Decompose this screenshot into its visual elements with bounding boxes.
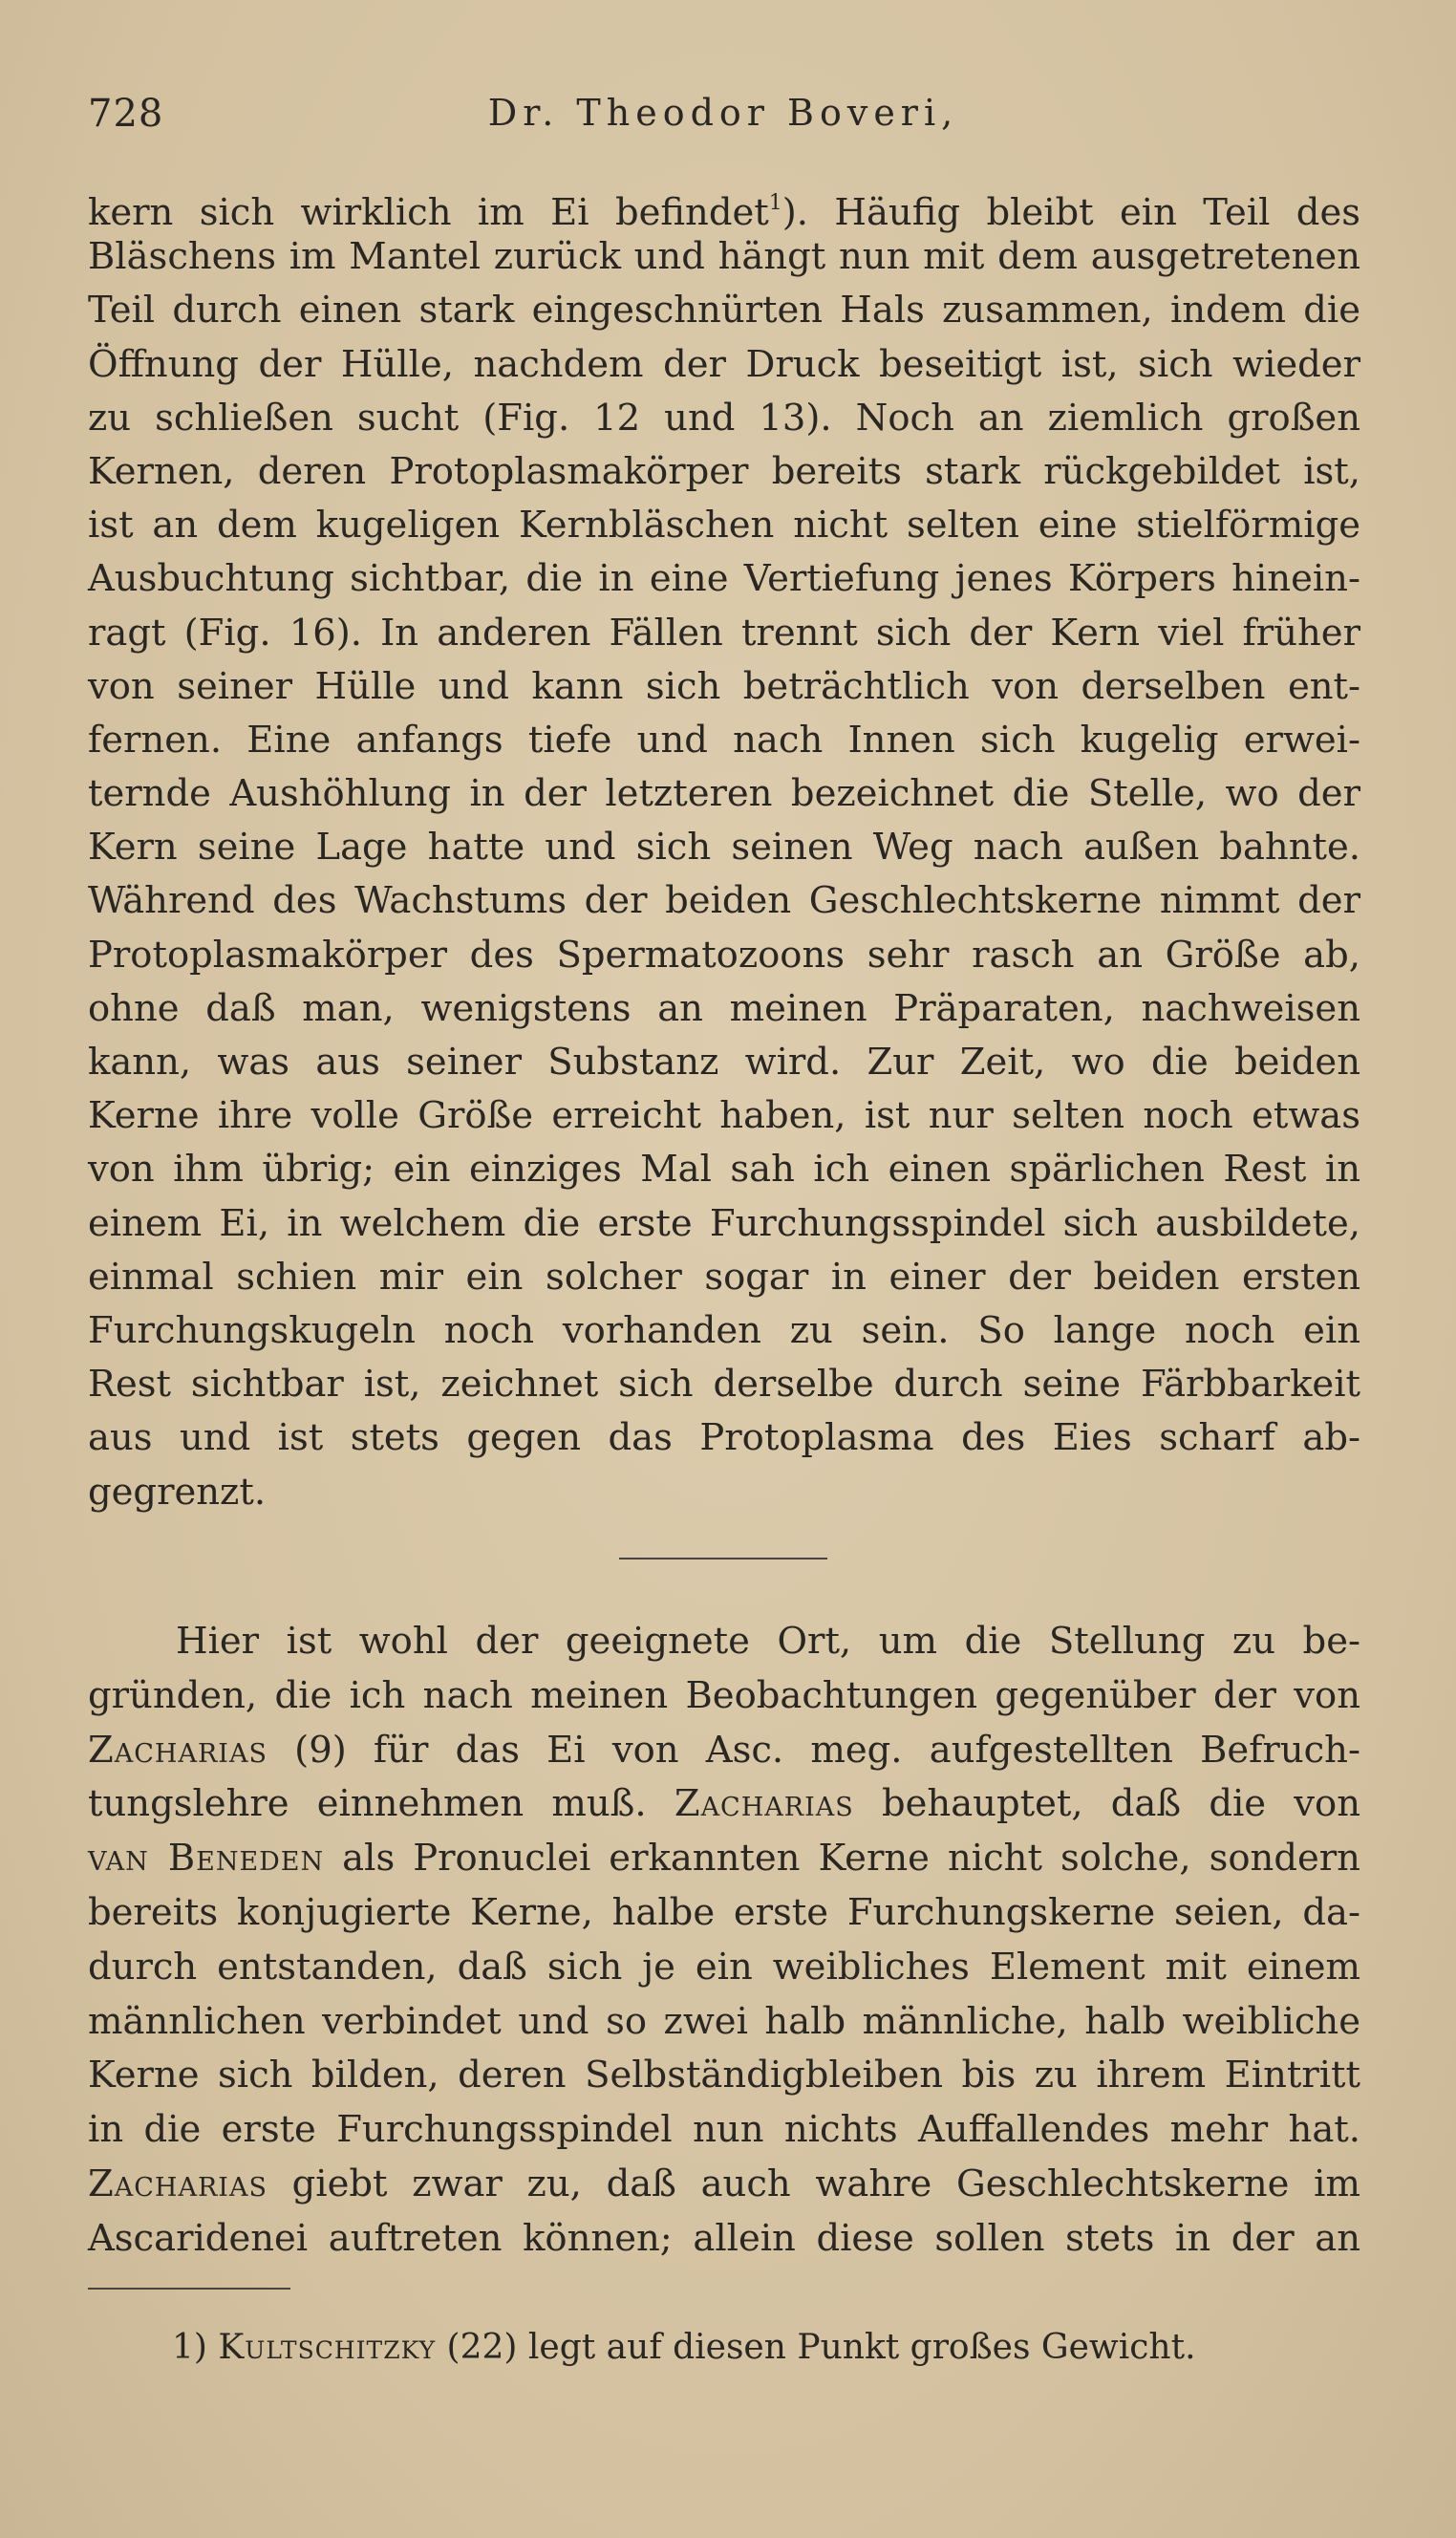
author-name: van Beneden [88, 1837, 325, 1881]
text-line [88, 1777, 1360, 1832]
text-line: Rest sichtbar ist, zeichnet sich derselbe durch seine Färbbarkeit [88, 1363, 1360, 1407]
page-number: 728 [88, 92, 164, 136]
text-line-end: ). Häufig bleibt ein Teil des [782, 191, 1360, 234]
text-segment: (9) für das Ei von Asc. meg. aufgestellten Befruch- [267, 1728, 1360, 1772]
text-line: zu schließen sucht (Fig. 12 und 13). Noch an ziemlich großen [88, 396, 1360, 440]
paragraph-1 [88, 177, 1360, 1519]
text-line: Während des Wachstums der beiden Geschlechtskerne nimmt der [88, 879, 1360, 923]
text-line: bereits konjugierte Kerne, halbe erste Furchungskerne seien, da- [88, 1890, 1360, 1934]
text-line: ragt (Fig. 16). In anderen Fällen trennt sich der Kern viel früher [88, 611, 1360, 655]
text-line [88, 177, 1360, 234]
text-segment: als Pronuclei erkannten Kerne nicht solche, sondern [324, 1837, 1360, 1881]
footnote-divider [88, 2288, 290, 2290]
text-line: Kerne sich bilden, deren Selbständigbleiben bis zu ihrem Eintritt [88, 2054, 1360, 2097]
author-name: Zacharias [88, 1728, 268, 1772]
text-line: einmal schien mir ein solcher sogar in einer der beiden ersten [88, 1255, 1360, 1299]
footnote-reference: 1 [768, 191, 782, 215]
text-line: Ausbuchtung sichtbar, die in eine Vertiefung jenes Körpers hinein- [88, 557, 1360, 601]
section-divider [619, 1558, 827, 1559]
text-line: ternde Aushöhlung in der letzteren bezeichnet die Stelle, wo der [88, 772, 1360, 816]
text-line: Öffnung der Hülle, nachdem der Druck beseitigt ist, sich wieder [88, 342, 1360, 386]
text-line: Protoplasmakörper des Spermatozoons sehr rasch an Größe ab, [88, 933, 1360, 977]
text-line [88, 1724, 1360, 1778]
text-line: kann, was aus seiner Substanz wird. Zur Zeit, wo die beiden [88, 1041, 1360, 1084]
text-line: Kerne ihre volle Größe erreicht haben, ist nur selten noch etwas [88, 1094, 1360, 1138]
text-line [88, 2158, 1360, 2212]
author-name: Kultschitzky [218, 2328, 437, 2367]
text-line-start: kern sich wirklich im Ei befindet [88, 191, 769, 234]
text-line: gründen, die ich nach meinen Beobachtungen gegenüber der von [88, 1673, 1360, 1717]
page-header [88, 92, 1359, 149]
text-line: in die erste Furchungsspindel nun nichts Auffallendes mehr hat. [88, 2108, 1360, 2152]
text-line: von seiner Hülle und kann sich beträchtlich von derselben ent- [88, 664, 1360, 708]
paragraph-2 [88, 1615, 1360, 2267]
footnote-marker: 1) [172, 2328, 207, 2367]
text-line: Kern seine Lage hatte und sich seinen Weg nach außen bahnte. [88, 826, 1360, 870]
text-line: Ascaridenei auftreten können; allein diese sollen stets in der an [88, 2216, 1360, 2260]
text-segment: giebt zwar zu, daß auch wahre Geschlechtskerne im [267, 2162, 1360, 2205]
text-segment: behauptet, daß die von [853, 1782, 1360, 1826]
text-line: ist an dem kugeligen Kernbläschen nicht selten eine stielförmige [88, 504, 1360, 548]
running-head: Dr. Theodor Boveri, [487, 92, 959, 134]
text-line: durch entstanden, daß sich je ein weibliches Element mit einem [88, 1945, 1360, 1989]
text-line: Teil durch einen stark eingeschnürten Hals zusammen, indem die [88, 289, 1360, 333]
text-line: einem Ei, in welchem die erste Furchungsspindel sich ausbildete, [88, 1201, 1360, 1245]
text-line: männlichen verbindet und so zwei halb männliche, halb weibliche [88, 1999, 1360, 2043]
text-line: von ihm übrig; ein einziges Mal sah ich einen spärlichen Rest in [88, 1148, 1360, 1192]
text-line: Bläschens im Mantel zurück und hängt nun mit dem ausgetretenen [88, 235, 1360, 279]
text-line: Hier ist wohl der geeignete Ort, um die Stellung zu be- [176, 1620, 1360, 1663]
text-line: gegrenzt. [88, 1470, 267, 1514]
text-line: ohne daß man, wenigstens an meinen Präparaten, nachweisen [88, 986, 1360, 1030]
text-line: Kernen, deren Protoplasmakörper bereits stark rückgebildet ist, [88, 449, 1360, 493]
footnote [172, 2324, 1357, 2372]
author-name: Zacharias [88, 2162, 268, 2205]
text-line: aus und ist stets gegen das Protoplasma des Eies scharf ab- [88, 1416, 1360, 1460]
author-name: Zacharias [674, 1782, 854, 1826]
text-line: Furchungskugeln noch vorhanden zu sein. So lange noch ein [88, 1308, 1360, 1352]
text-line [88, 1832, 1360, 1886]
footnote-text: (22) legt auf diesen Punkt großes Gewicht. [436, 2328, 1196, 2367]
text-segment: tungslehre einnehmen muß. [88, 1782, 674, 1826]
text-line: fernen. Eine anfangs tiefe und nach Innen sich kugelig erwei- [88, 718, 1360, 762]
